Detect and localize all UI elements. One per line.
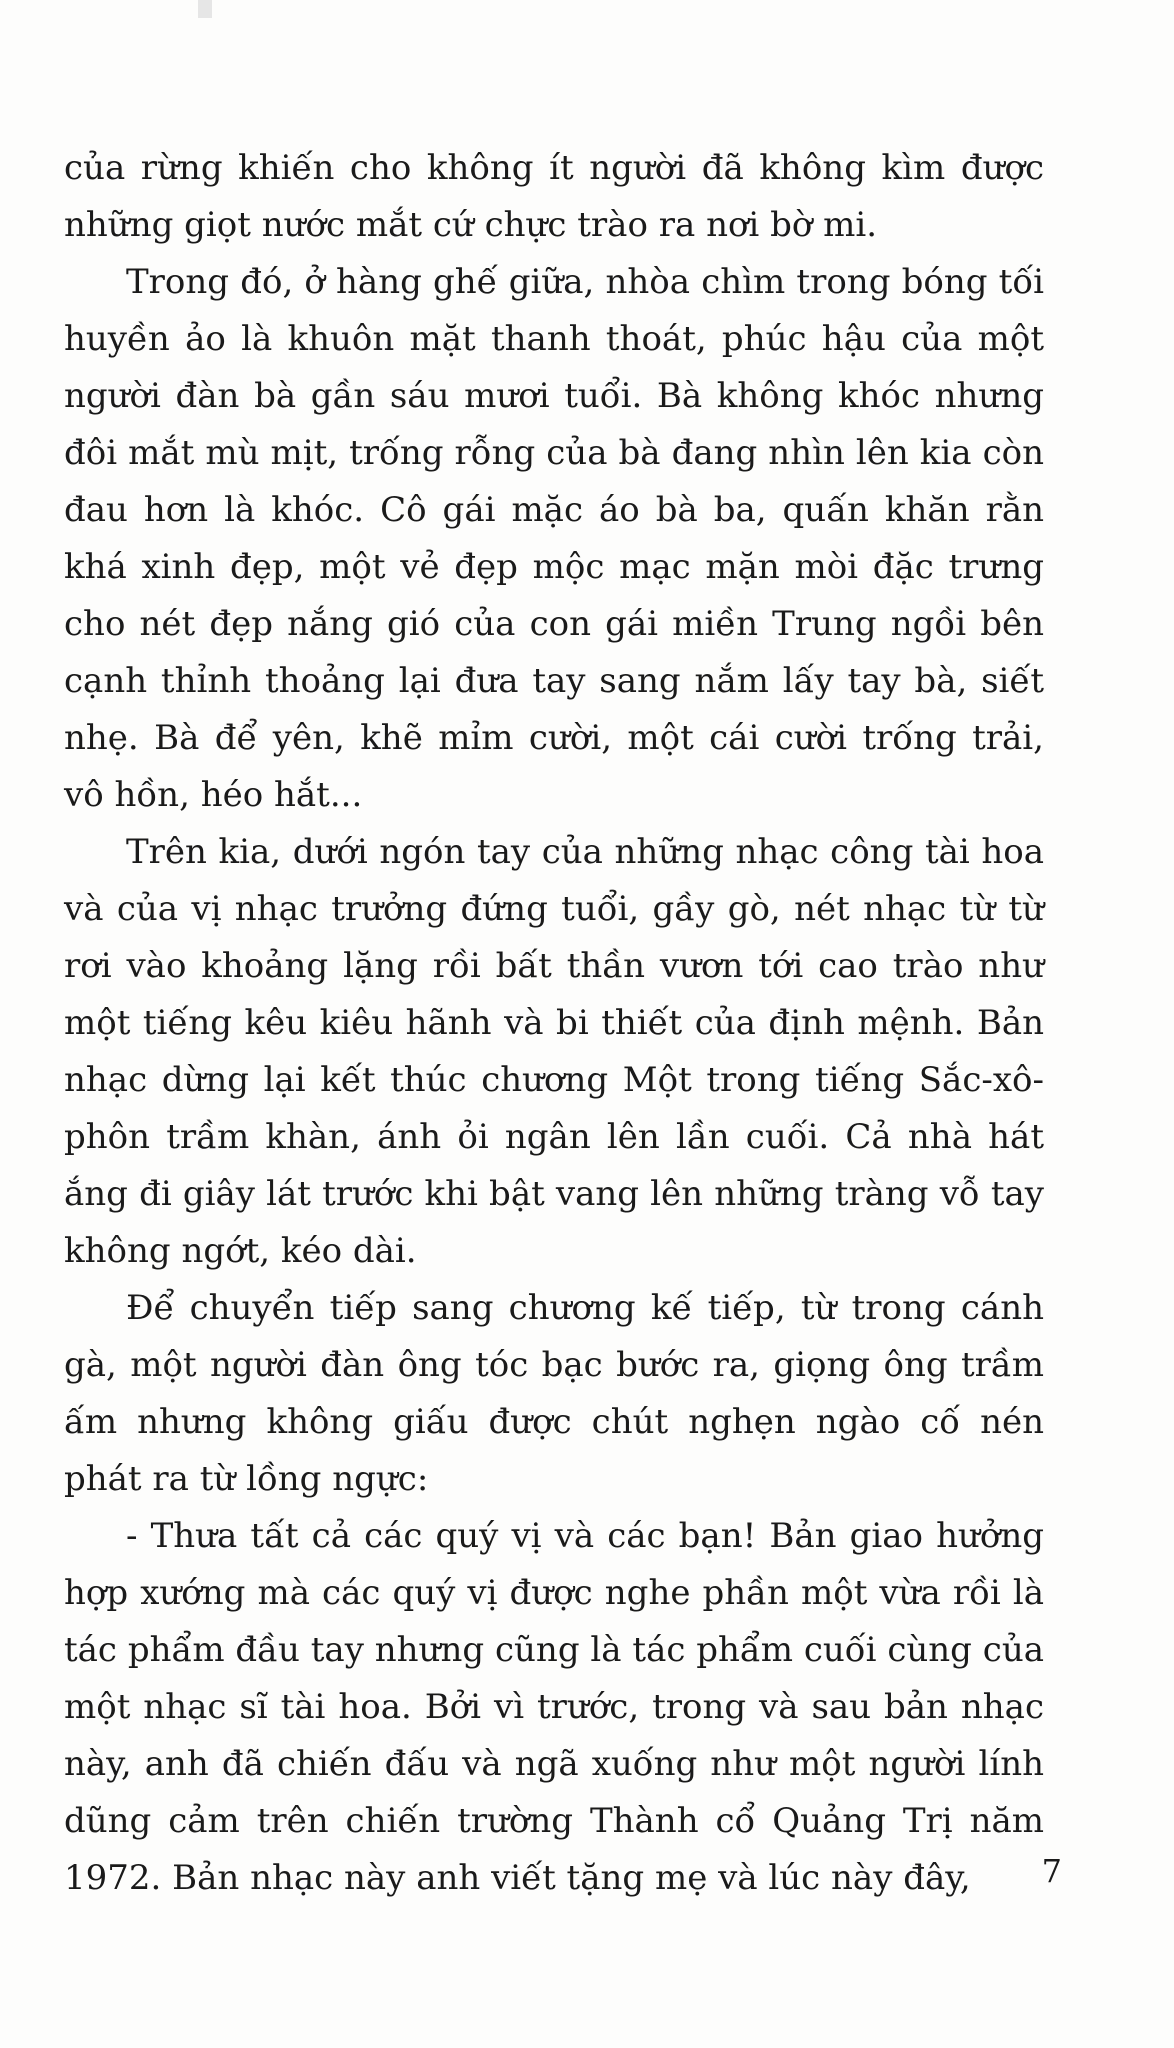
paragraph-2: Trong đó, ở hàng ghế giữa, nhòa chìm trong bóng tối huyền ảo là khuôn mặt thanh thoát, phúc hậu của một người đàn bà gần sáu mươi tuổi. Bà không khóc nhưng đôi mắt mù mịt, trống rỗng của bà đang nhìn lên kia còn đau hơn là khóc. Cô gái mặc áo bà ba, quấn khăn rằn khá xinh đẹp, một vẻ đẹp mộc mạc mặn mòi đặc trưng cho nét đẹp nắng gió của con gái miền Trung ngồi bên cạnh thỉnh thoảng lại đưa tay sang nắm lấy tay bà, siết nhẹ. Bà để yên, khẽ mỉm cười, một cái cười trống trải, vô hồn, héo hắt... bbox=[64, 262, 1044, 815]
body-text bbox=[64, 140, 1044, 1907]
page-number: 7 bbox=[1041, 1852, 1062, 1890]
scan-artifact bbox=[198, 0, 212, 18]
paragraph-1: của rừng khiến cho không ít người đã không kìm được những giọt nước mắt cứ chực trào ra nơi bờ mi. bbox=[64, 148, 1044, 245]
paragraph-4: Để chuyển tiếp sang chương kế tiếp, từ trong cánh gà, một người đàn ông tóc bạc bước ra, giọng ông trầm ấm nhưng không giấu được chút nghẹn ngào cố nén phát ra từ lồng ngực: bbox=[64, 1288, 1044, 1499]
paragraph-3: Trên kia, dưới ngón tay của những nhạc công tài hoa và của vị nhạc trưởng đứng tuổi, gầy gò, nét nhạc từ từ rơi vào khoảng lặng rồi bất thần vươn tới cao trào như một tiếng kêu kiêu hãnh và bi thiết của định mệnh. Bản nhạc dừng lại kết thúc chương Một trong tiếng Sắc-xô-phôn trầm khàn, ánh ỏi ngân lên lần cuối. Cả nhà hát ắng đi giây lát trước khi bật vang lên những tràng vỗ tay không ngớt, kéo dài. bbox=[64, 832, 1044, 1271]
paragraph-5-dialogue: - Thưa tất cả các quý vị và các bạn! Bản giao hưởng hợp xướng mà các quý vị được nghe phần một vừa rồi là tác phẩm đầu tay nhưng cũng là tác phẩm cuối cùng của một nhạc sĩ tài hoa. Bởi vì trước, trong và sau bản nhạc này, anh đã chiến đấu và ngã xuống như một người lính dũng cảm trên chiến trường Thành cổ Quảng Trị năm 1972. Bản nhạc này anh viết tặng mẹ và lúc này đây, bbox=[64, 1516, 1044, 1898]
